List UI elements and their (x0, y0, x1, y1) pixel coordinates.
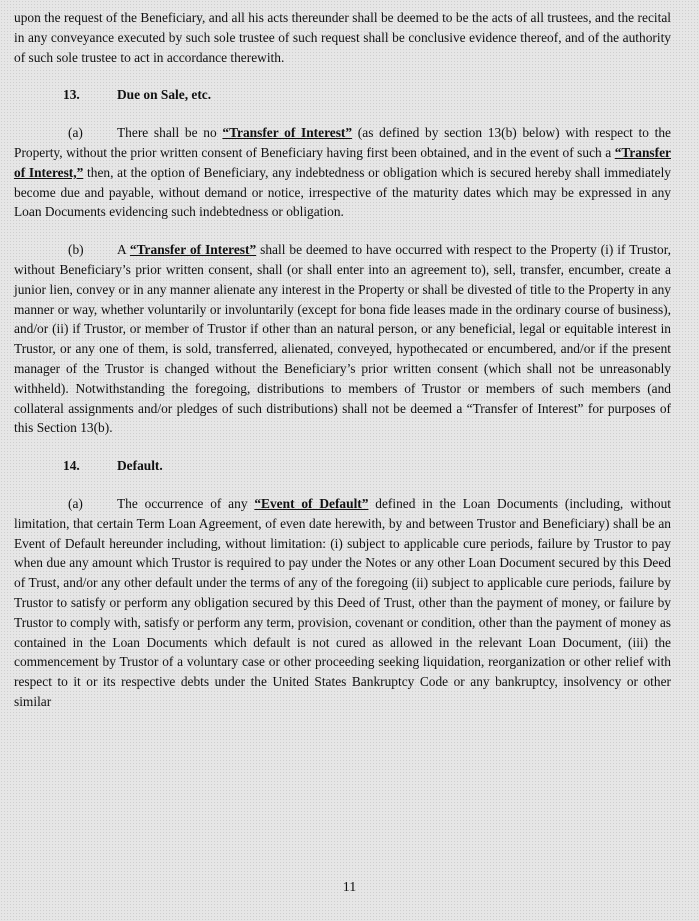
paragraph-text: There shall be no (117, 125, 223, 141)
subsection-label: (a) (68, 495, 83, 511)
subsection-label: (a) (68, 125, 83, 141)
page-number: 11 (342, 880, 357, 895)
paragraph-13a (14, 123, 671, 222)
defined-term: “Transfer of Interest,” (14, 144, 671, 180)
paragraph-13b (14, 240, 671, 438)
defined-term: “Event of Default” (254, 495, 369, 511)
section-number: 13. (63, 87, 80, 103)
paragraph-text: The occurrence of any (117, 495, 255, 511)
paragraph-text: shall be deemed to have occurred with respect to the Property (i) if Trustor, without Beneficiary’s prior written consent, shall (or shall enter into an agreement to), sell, transfer, encumber, create a junior lien, convey or in any manner alienate any interest in the Property or shall be divested of title to the Property in any manner or way, whether voluntarily or involuntarily (except for bona fide leases made in the ordinary course of business), and/or (ii) if Trustor, or member of Trustor if other than an natural person, or any beneficial, legal or equitable interest in Trustor, or any one of them, is sold, transferred, alienated, conveyed, hypothecated or encumbered, and/or if the present manager of the Trustor is changed without the Beneficiary’s prior written consent (which shall not be unreasonably withheld). Notwithstanding the foregoing, distributions to members of Trustor or members of such members (and collateral assignments and/or pledges of such distributions) shall not be deemed a “Transfer of Interest” for purposes of this Section 13(b). (14, 242, 671, 436)
paragraph-text: (as defined by section 13(b) below) with respect to the Property, without the prior written consent of Beneficiary having first been obtained, and in the event of such a (14, 125, 671, 160)
section-14-heading (14, 456, 671, 476)
paragraph-text: defined in the Loan Documents (including, without limitation, that certain Term Loan Agreement, of even date herewith, by and between Trustor and Beneficiary) shall be an Event of Default hereunder including, without limitation: (i) subject to applicable cure periods, failure by Trustor to pay when due any amount which Trustor is required to pay under the Notes or any other Loan Document secured by this Deed of Trust, and/or any other default under the terms of any of the foregoing (ii) subject to applicable cure periods, failure by Trustor to satisfy or perform any obligation secured by this Deed of Trust, other than the payment of money, or failure by Trustor to comply with, satisfy or perform any term, provision, covenant or condition, other than the payment of money as contained in the Loan Documents which default is not cured as allowed in the relevant Loan Document, (iii) the commencement by Trustor of a voluntary case or other proceeding seeking liquidation, reorganization or other relief with respect to it or its respective debts under the United States Bankruptcy Code or any bankruptcy, insolvency or other similar (14, 495, 672, 709)
paragraph-trustee-acts: upon the request of the Beneficiary, and all his acts thereunder shall be deemed to be the acts of all trustees, and the recital in any conveyance executed by such sole trustee of such request shall be conclusive evidence thereof, and of the authority of such sole trustee to act in accordance therewith. (14, 10, 671, 65)
paragraph-14a (14, 494, 671, 712)
paragraph-text: then, at the option of Beneficiary, any indebtedness or obligation which is secured hereby shall immediately become due and payable, without demand or notice, irrespective of the maturity dates which may be expressed in any Loan Documents evidencing such indebtedness or obligation. (14, 164, 671, 220)
document-body (14, 8, 671, 730)
section-title: Due on Sale, etc. (117, 87, 212, 103)
defined-term: “Transfer of Interest” (129, 242, 257, 258)
defined-term: “Transfer of Interest” (222, 125, 353, 141)
section-13-heading (14, 85, 671, 105)
subsection-label: (b) (68, 242, 84, 258)
paragraph-text: A (117, 242, 130, 258)
section-title: Default. (117, 458, 163, 474)
section-number: 14. (63, 458, 80, 474)
